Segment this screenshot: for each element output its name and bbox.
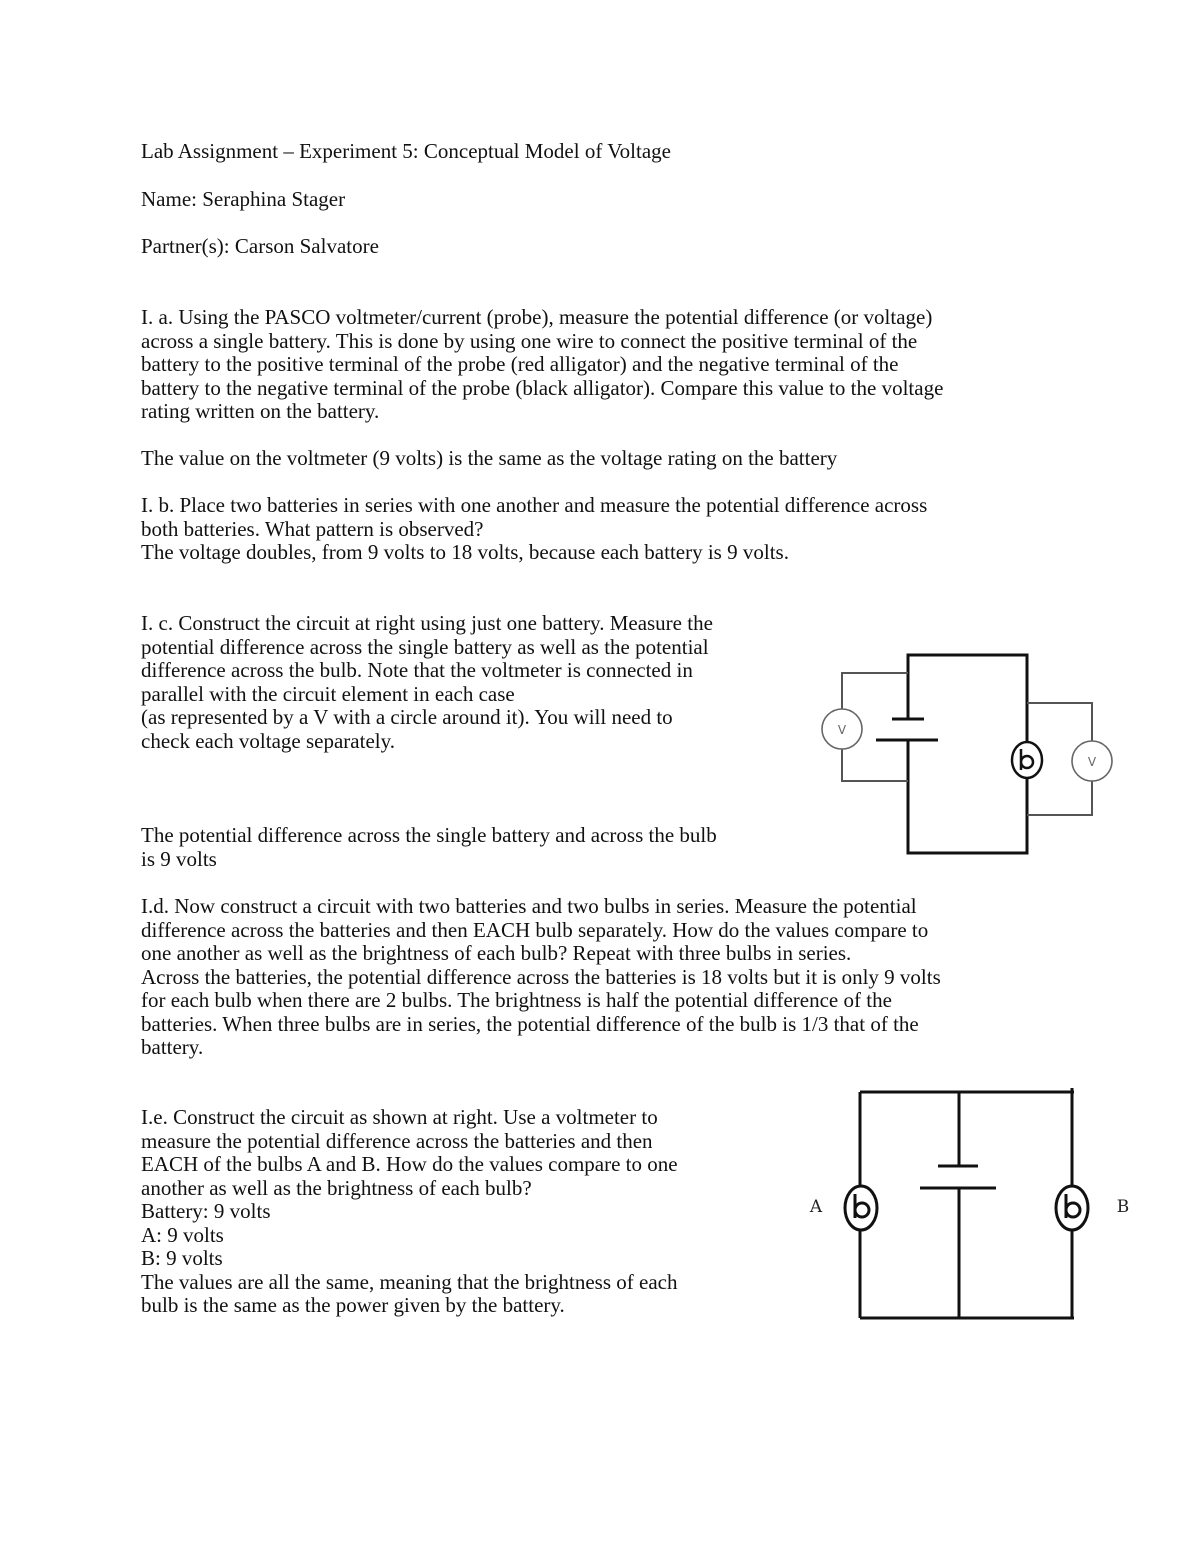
question-1e — [141, 1106, 678, 1318]
question-1a — [141, 306, 943, 424]
answer-line: The values are all the same, meaning that the brightness of each — [141, 1269, 678, 1294]
question-line: measure the potential difference across the batteries and then — [141, 1128, 653, 1153]
student-name: Name: Seraphina Stager — [141, 187, 346, 211]
question-line: potential difference across the single battery as well as the potential — [141, 634, 709, 659]
answer-line: Across the batteries, the potential difference across the batteries is 18 volts but it is only 9 volts — [141, 964, 941, 989]
question-line: both batteries. What pattern is observed? — [141, 516, 484, 541]
voltmeter-left — [822, 673, 908, 781]
circuit-diagram-1e — [800, 1080, 1140, 1330]
question-line: I. b. Place two batteries in series with one another and measure the potential difference across — [141, 493, 928, 517]
question-line: (as represented by a V with a circle around it). You will need to — [141, 705, 673, 729]
question-line: another as well as the brightness of each bulb? — [141, 1175, 532, 1200]
bulb-label-b: B — [1116, 1197, 1130, 1217]
answer-line: battery. — [141, 1035, 204, 1059]
voltmeter-label: V — [837, 723, 847, 737]
battery-icon — [876, 710, 938, 740]
answer-line: The potential difference across the single battery and across the bulb — [141, 823, 717, 847]
question-line: parallel with the circuit element in each case — [141, 681, 515, 706]
question-line: difference across the batteries and then EACH bulb separately. How do the values compare to — [141, 917, 929, 942]
answer-line: bulb is the same as the power given by the battery. — [141, 1293, 565, 1317]
bulb-b-icon — [1056, 1186, 1088, 1230]
bulb-icon — [1012, 742, 1042, 778]
question-line: I.e. Construct the circuit as shown at right. Use a voltmeter to — [141, 1105, 658, 1129]
answer-1a: The value on the voltmeter (9 volts) is the same as the voltage rating on the battery — [141, 446, 838, 470]
question-line: I. c. Construct the circuit at right using just one battery. Measure the — [141, 611, 713, 635]
circuit-diagram-1c — [810, 645, 1120, 865]
question-line: I.d. Now construct a circuit with two batteries and two bulbs in series. Measure the potential — [141, 894, 917, 918]
battery-icon — [920, 1166, 996, 1188]
question-1c — [141, 612, 713, 753]
question-1b — [141, 494, 927, 565]
answer-line: B: 9 volts — [141, 1246, 223, 1270]
answer-1b: The voltage doubles, from 9 volts to 18 volts, because each battery is 9 volts. — [141, 540, 789, 564]
answer-line: batteries. When three bulbs are in series, the potential difference of the bulb is 1/3 that of the — [141, 1011, 919, 1036]
question-line: battery to the negative terminal of the probe (black alligator). Compare this value to the voltage — [141, 375, 944, 400]
answer-line: for each bulb when there are 2 bulbs. The brightness is half the potential difference of the — [141, 988, 892, 1012]
answer-line: Battery: 9 volts — [141, 1199, 271, 1223]
bulb-a-icon — [845, 1186, 877, 1230]
answer-1c — [141, 824, 717, 871]
question-1d — [141, 895, 941, 1060]
question-line: check each voltage separately. — [141, 728, 395, 753]
question-line: battery to the positive terminal of the probe (red alligator) and the negative terminal of the — [141, 352, 899, 376]
page-title: Lab Assignment – Experiment 5: Conceptual Model of Voltage — [141, 139, 671, 163]
question-line: difference across the bulb. Note that the voltmeter is connected in — [141, 658, 693, 682]
answer-line: is 9 volts — [141, 846, 217, 871]
question-line: across a single battery. This is done by using one wire to connect the positive terminal of the — [141, 328, 918, 353]
main-circuit-loop — [908, 655, 1027, 853]
question-line: rating written on the battery. — [141, 399, 380, 423]
voltmeter-label: V — [1087, 755, 1097, 769]
partner-names: Partner(s): Carson Salvatore — [141, 234, 379, 258]
bulb-label-a: A — [809, 1197, 823, 1217]
parallel-circuit-frame — [860, 1088, 1074, 1318]
question-line: I. a. Using the PASCO voltmeter/current (probe), measure the potential difference (or voltage) — [141, 305, 933, 329]
question-line: one another as well as the brightness of each bulb? Repeat with three bulbs in series. — [141, 941, 852, 965]
question-line: EACH of the bulbs A and B. How do the values compare to one — [141, 1152, 678, 1176]
answer-line: A: 9 volts — [141, 1222, 224, 1247]
